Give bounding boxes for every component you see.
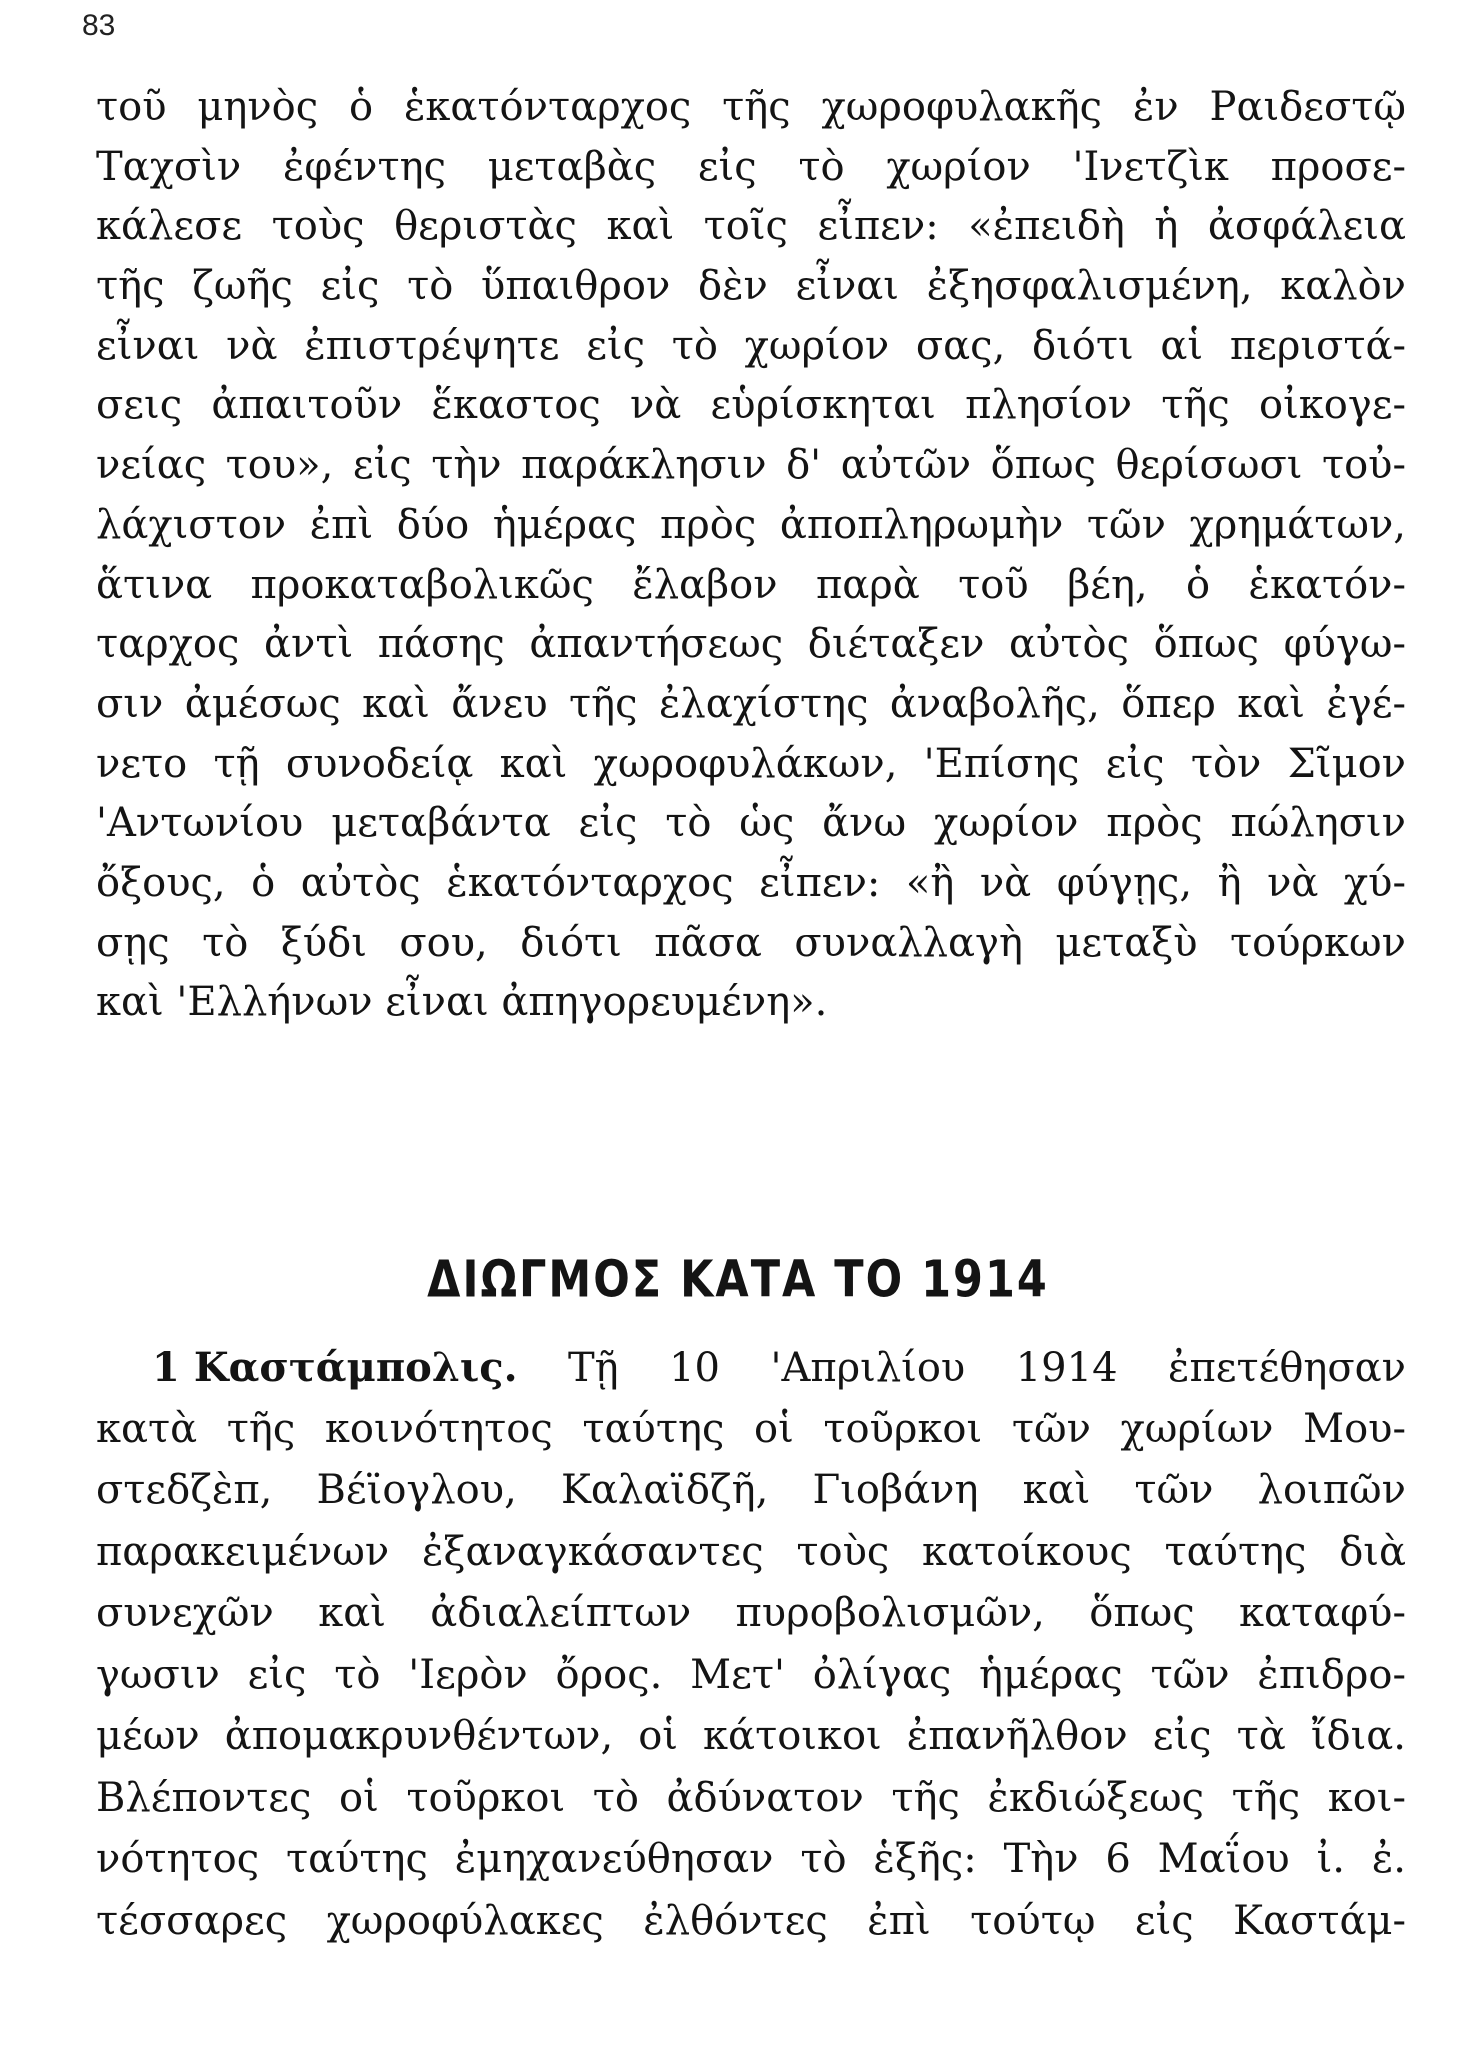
text-line: ταρχος ἀντὶ πάσης ἀπαντήσεως διέταξεν αὐτὸς ὅπως φύγω- (96, 621, 1406, 668)
text-line: 'Αντωνίου μεταβάντα εἰς τὸ ὡς ἄνω χωρίον πρὸς πώλησιν (96, 800, 1406, 847)
text-line: εἶναι νὰ ἐπιστρέψητε εἰς τὸ χωρίον σας, διότι αἱ περιστά- (96, 322, 1406, 369)
text-line: τῆς ζωῆς εἰς τὸ ὕπαιθρον δὲν εἶναι ἐξησφαλισμένη, καλὸν (96, 263, 1406, 310)
page-number: 83 (82, 9, 116, 42)
section-number: 1 (152, 1344, 180, 1391)
section-first-line-text: Τῇ 10 'Απριλίου 1914 ἐπετέθησαν (567, 1345, 1406, 1391)
text-line: σῃς τὸ ξύδι σου, διότι πᾶσα συναλλαγὴ μεταξὺ τούρκων (96, 919, 1406, 966)
text-line: παρακειμένων ἐξαναγκάσαντες τοὺς κατοίκους ταύτης διὰ (96, 1528, 1406, 1575)
text-line: συνεχῶν καὶ ἀδιαλείπτων πυροβολισμῶν, ὅπως καταφύ- (96, 1590, 1406, 1636)
text-line: κάλεσε τοὺς θεριστὰς καὶ τοῖς εἶπεν: «ἐπειδὴ ἡ ἀσφάλεια (96, 203, 1406, 250)
paragraph-1 (96, 78, 1406, 1033)
text-line: καὶ 'Ελλήνων εἶναι ἀπηγορευμένη». (96, 979, 828, 1026)
section-body (96, 1337, 1406, 1952)
text-line: μέων ἀπομακρυνθέντων, οἱ κάτοικοι ἐπανῆλθον εἰς τὰ ἴδια. (96, 1713, 1406, 1759)
text-line: γωσιν εἰς τὸ 'Ιερὸν ὄρος. Μετ' ὀλίγας ἡμέρας τῶν ἐπιδρο- (96, 1651, 1406, 1698)
text-line: σιν ἀμέσως καὶ ἄνευ τῆς ἐλαχίστης ἀναβολῆς, ὅπερ καὶ ἐγέ- (96, 680, 1406, 727)
text-line: τέσσαρες χωροφύλακες ἐλθόντες ἐπὶ τούτῳ εἰς Καστάμ- (96, 1897, 1406, 1944)
text-line: νείας του», εἰς τὴν παράκλησιν δ' αὐτῶν ὅπως θερίσωσι τοὐ- (96, 442, 1406, 489)
section-heading: ΔΙΩΓΜΟΣ ΚΑΤΑ ΤΟ 1914 (427, 1250, 1049, 1310)
text-line: ἅτινα προκαταβολικῶς ἔλαβον παρὰ τοῦ βέη, ὁ ἑκατόν- (96, 561, 1406, 608)
text-line: στεδζὲπ, Βέϊογλου, Καλαϊδζῆ, Γιοβάνη καὶ τῶν λοιπῶν (96, 1467, 1406, 1513)
text-line: Βλέποντες οἱ τοῦρκοι τὸ ἀδύνατον τῆς ἐκδιώξεως τῆς κοι- (96, 1774, 1406, 1821)
text-line: ὄξους, ὁ αὐτὸς ἑκατόνταρχος εἶπεν: «ἢ νὰ φύγῃς, ἢ νὰ χύ- (96, 859, 1406, 906)
text-line: κατὰ τῆς κοινότητος ταύτης οἱ τοῦρκοι τῶν χωρίων Μου- (96, 1405, 1406, 1452)
text-line: Ταχσὶν ἐφέντης μεταβὰς εἰς τὸ χωρίον 'Ινετζὶκ προσε- (96, 143, 1406, 190)
section-place-name: Καστάμπολις. (193, 1344, 518, 1391)
text-line: σεις ἀπαιτοῦν ἕκαστος νὰ εὑρίσκηται πλησίον τῆς οἰκογε- (96, 382, 1406, 429)
text-line: τοῦ μηνὸς ὁ ἑκατόνταρχος τῆς χωροφυλακῆς ἐν Ραιδεστῷ (96, 84, 1406, 130)
text-line: λάχιστον ἐπὶ δύο ἡμέρας πρὸς ἀποπληρωμὴν τῶν χρημάτων, (96, 501, 1406, 548)
text-line: νετο τῇ συνοδείᾳ καὶ χωροφυλάκων, 'Επίσης εἰς τὸν Σῖμον (96, 740, 1406, 787)
text-line: νότητος ταύτης ἐμηχανεύθησαν τὸ ἑξῆς: Τὴν 6 Μαΐου ἰ. ἐ. (96, 1836, 1406, 1882)
section-first-line (96, 1337, 1406, 1399)
